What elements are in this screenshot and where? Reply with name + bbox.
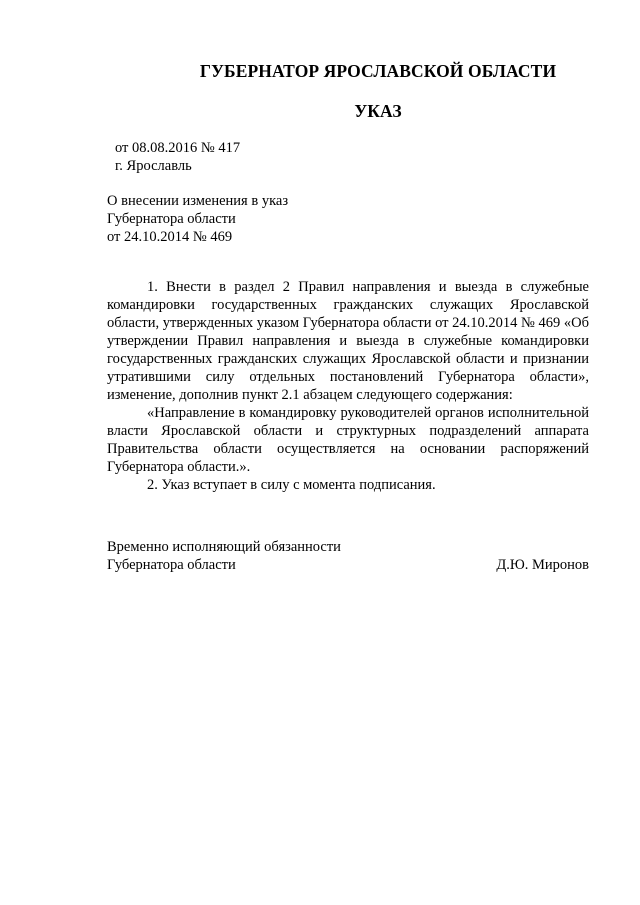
signatory-position-line1: Временно исполняющий обязанности — [107, 539, 341, 555]
authority-title: ГУБЕРНАТОР ЯРОСЛАВСКОЙ ОБЛАСТИ — [199, 61, 557, 81]
body-paragraph-2: «Направление в командировку руководителей органов исполнительной власти Ярославской области и структурных подразделений аппарата Правительства области осуществляется на основании распоряжений Губернатора области.». — [107, 405, 589, 475]
subject-line: Губернатора области — [107, 211, 236, 227]
subject-line: от 24.10.2014 № 469 — [107, 229, 233, 245]
decree-subject — [107, 192, 288, 246]
body-paragraph-3: 2. Указ вступает в силу с момента подписания. — [147, 477, 436, 493]
decree-city: г. Ярославль — [115, 158, 192, 174]
document-type-title: УКАЗ — [354, 101, 402, 121]
body-paragraph-1: 1. Внести в раздел 2 Правил направления и выезда в служебные командировки государственных гражданских служащих Ярославской области, утвержденных указом Губернатора области от 24.10.2014 № 469 «Об утверждении Правил направления и выезда в служебные командировки государственных гражданских служащих Ярославской области и признании утратившими силу отдельных постановлений Губернатора области», изменение, дополнив пункт 2.1 абзацем следующего содержания: — [107, 279, 589, 403]
signatory-name: Д.Ю. Миронов — [496, 557, 589, 573]
decree-body — [107, 278, 589, 494]
decree-date-number: от 08.08.2016 № 417 — [115, 140, 241, 156]
signatory-position-line2: Губернатора области — [107, 557, 236, 573]
signature-block — [107, 538, 589, 574]
subject-line: О внесении изменения в указ — [107, 193, 289, 209]
